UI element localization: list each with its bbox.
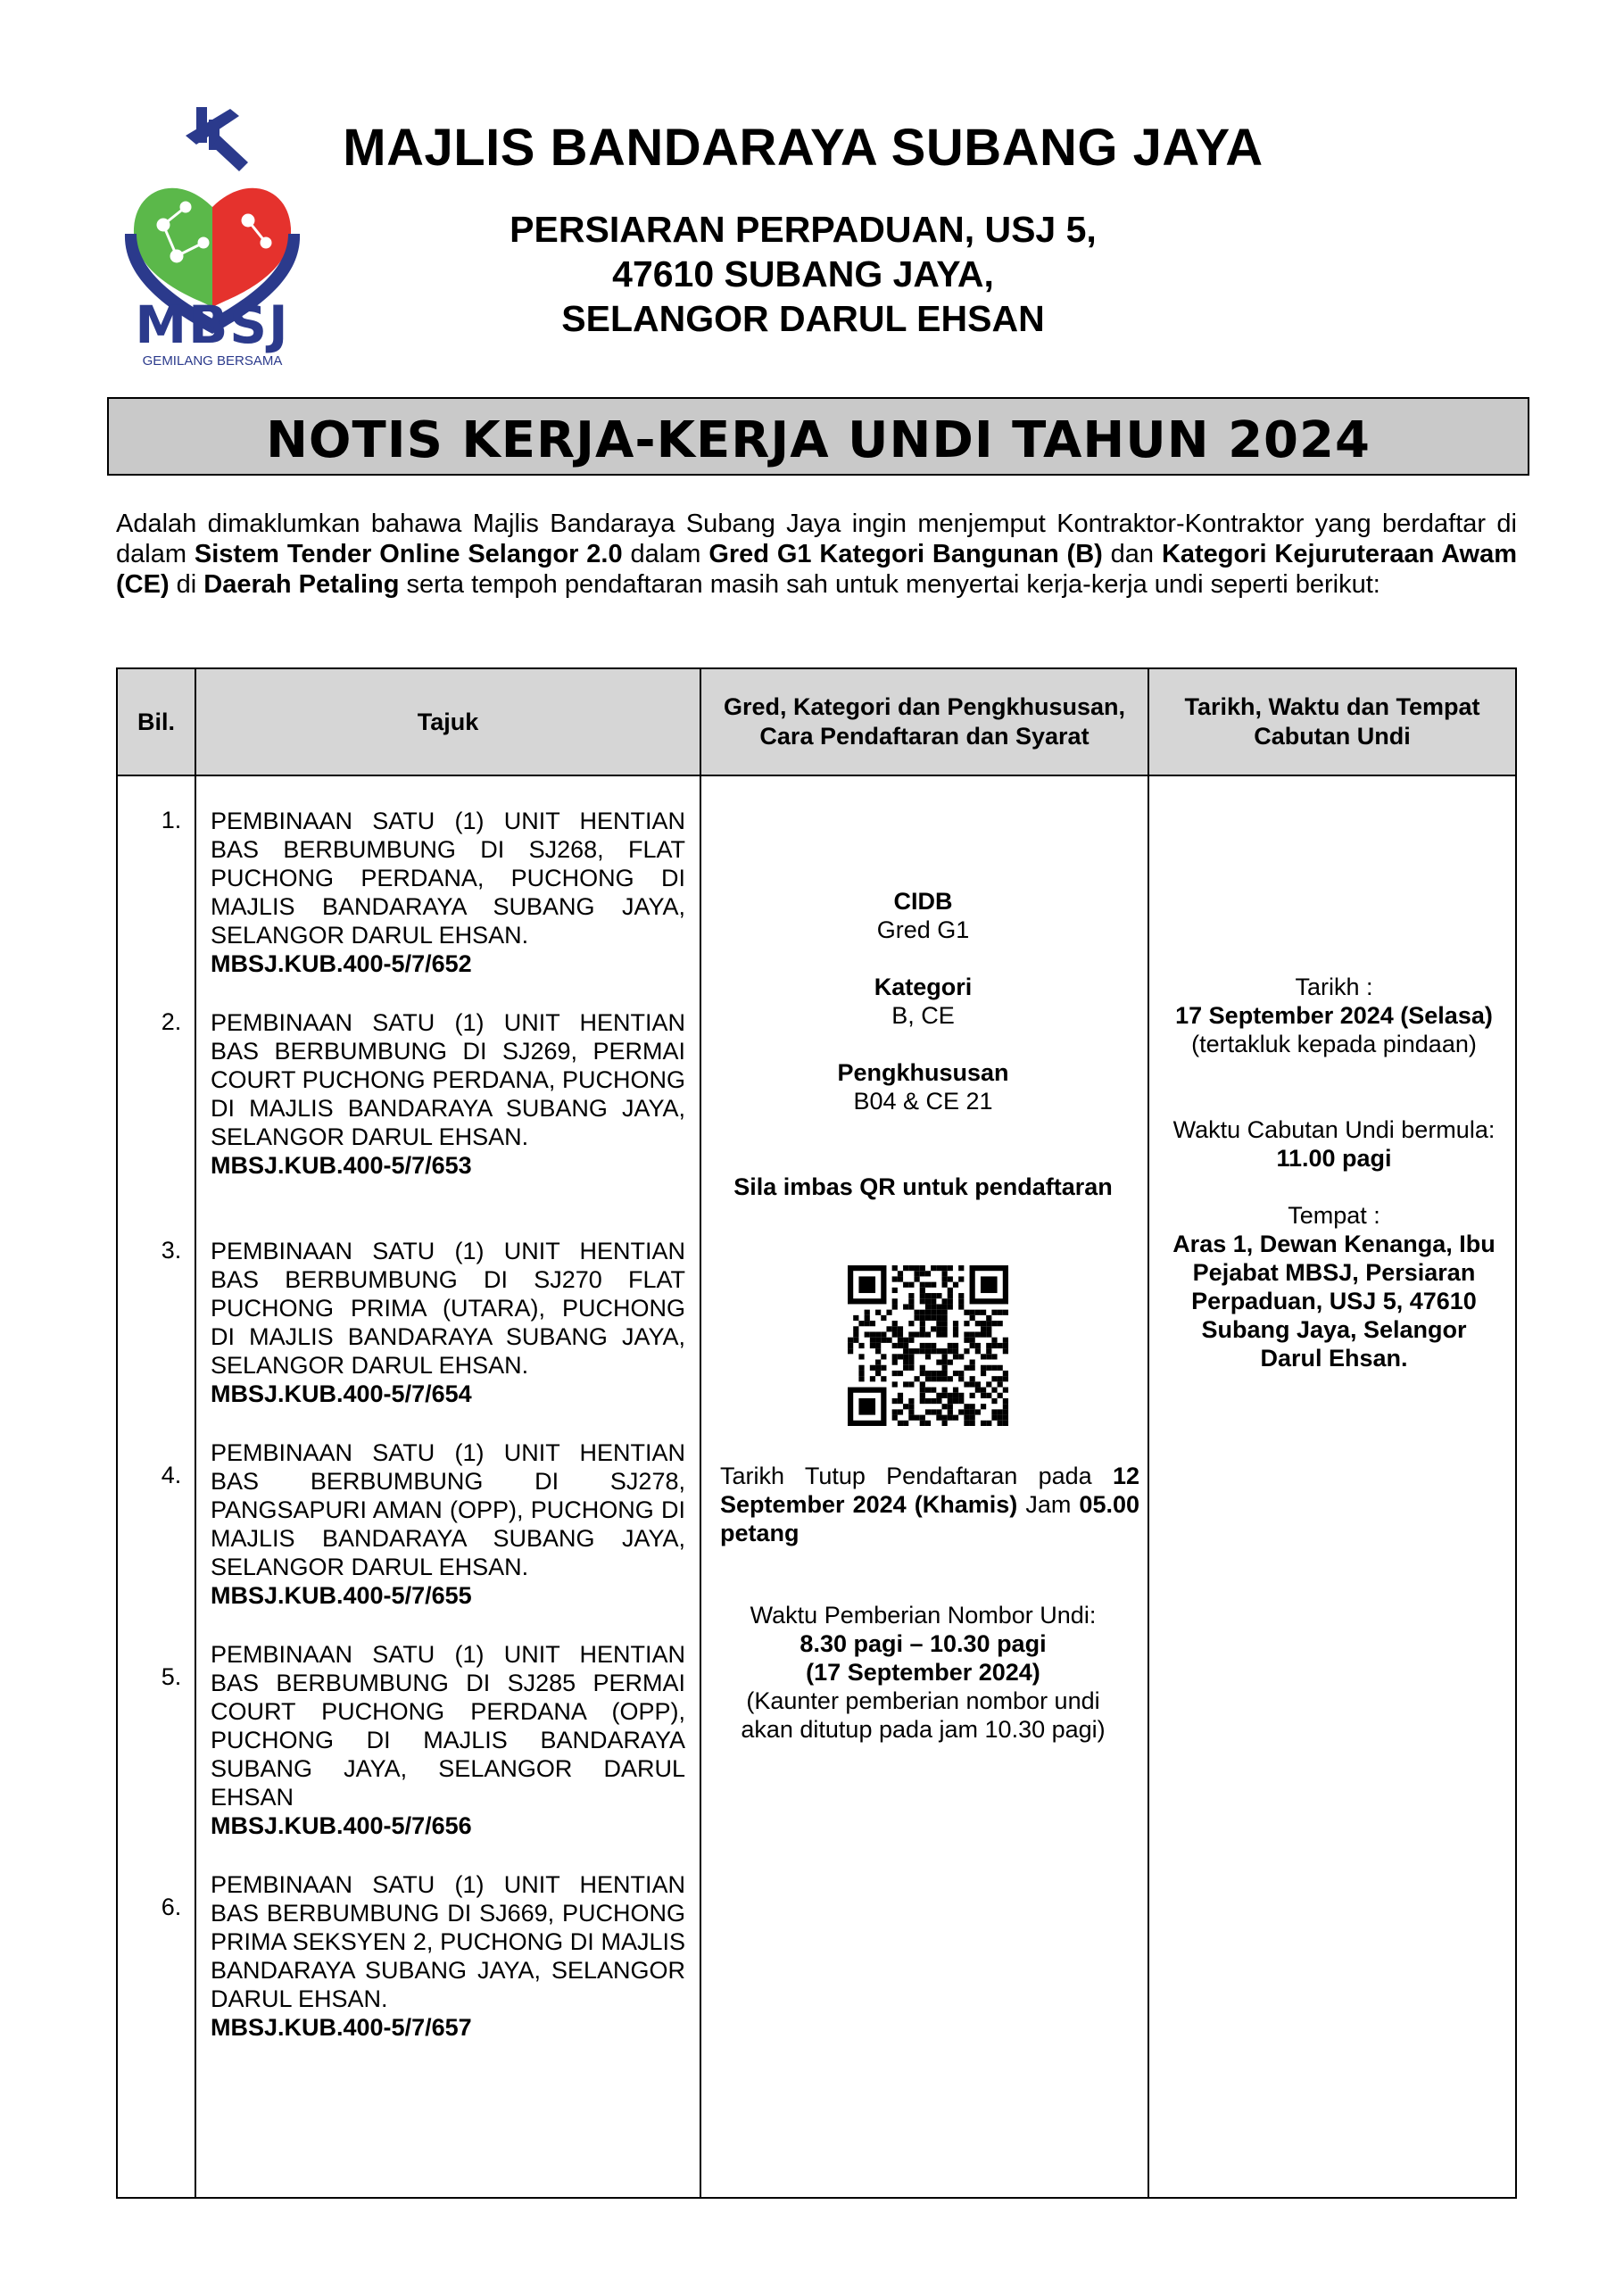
qr-code-icon (848, 1265, 1008, 1426)
item-reference: MBSJ.KUB.400-5/7/653 (211, 1152, 472, 1179)
column-divider (1148, 669, 1149, 2197)
item-number: 2. (161, 1008, 182, 1035)
column-divider (195, 669, 196, 2197)
number-issuance-note: (Kaunter pemberian nombor undi akan ditutup pada jam 10.30 pagi) (741, 1687, 1106, 1743)
intro-text: di (169, 570, 204, 599)
registration-qr-code[interactable] (848, 1265, 1008, 1426)
intro-text: Adalah dimaklumkan bahawa Majlis Bandaraya Subang Jaya ingin menjemput Kontraktor-Kontraktor yang berdaftar di dalam (116, 510, 1517, 568)
logo-tagline: GEMILANG BERSAMA (142, 353, 283, 369)
deadline-text: Tarikh Tutup Pendaftaran pada (720, 1463, 1113, 1489)
header-gred-line: Gred, Kategori dan Pengkhususan, (723, 693, 1126, 720)
header-tarikh (1149, 669, 1515, 775)
header-tarikh-line: Tarikh, Waktu dan Tempat (1184, 693, 1480, 720)
item-title-text: PEMBINAAN SATU (1) UNIT HENTIAN BAS BERBUMBUNG DI SJ285 PERMAI COURT PUCHONG PERDANA (OPP), PUCHONG DI MAJLIS BANDARAYA SUBANG JAYA, SELANGOR DARUL EHSAN (211, 1641, 685, 1811)
draw-time-label: Waktu Cabutan Undi bermula: (1172, 1116, 1496, 1143)
notice-title: NOTIS KERJA-KERJA UNDI TAHUN 2024 (266, 411, 1371, 469)
address-line-2: 47610 SUBANG JAYA, (612, 253, 994, 294)
intro-text: dalam (622, 540, 709, 568)
number-issuance-date: (17 September 2024) (806, 1659, 1040, 1686)
item-title (211, 807, 685, 978)
draw-venue-value: Aras 1, Dewan Kenanga, Ibu Pejabat MBSJ, Persiaran Perpaduan, USJ 5, 47610 Subang Jaya, Selangor Darul Ehsan. (1172, 1231, 1496, 1372)
item-title (211, 1640, 685, 1840)
number-issuance-label: Waktu Pemberian Nombor Undi: (750, 1602, 1097, 1629)
item-title-text: PEMBINAAN SATU (1) UNIT HENTIAN BAS BERBUMBUNG DI SJ278, PANGSAPURI AMAN (OPP), PUCHONG DI MAJLIS BANDARAYA SUBANG JAYA, SELANGOR DARUL EHSAN. (211, 1439, 685, 1580)
intro-paragraph (116, 509, 1517, 600)
deadline-time: 05.00 petang (720, 1491, 1139, 1546)
cidb-label: CIDB (893, 888, 953, 915)
item-title-text: PEMBINAAN SATU (1) UNIT HENTIAN BAS BERBUMBUNG DI SJ269, PERMAI COURT PUCHONG PERDANA, PUCHONG DI MAJLIS BANDARAYA SUBANG JAYA, SELANGOR DARUL EHSAN. (211, 1009, 685, 1150)
draw-date-note: (tertakluk kepada pindaan) (1191, 1031, 1477, 1057)
item-number: 1. (161, 807, 182, 833)
item-title (211, 1237, 685, 1408)
item-reference: MBSJ.KUB.400-5/7/652 (211, 950, 472, 977)
intro-system-name: Sistem Tender Online Selangor 2.0 (194, 540, 623, 568)
deadline-text: Jam (1017, 1491, 1080, 1518)
header-gred-line: Cara Pendaftaran dan Syarat (759, 723, 1090, 750)
draw-venue-label: Tempat : (1288, 1202, 1380, 1229)
address-line-1: PERSIARAN PERPADUAN, USJ 5, (510, 209, 1097, 250)
qr-instruction: Sila imbas QR untuk pendaftaran (733, 1173, 1113, 1200)
item-number: 3. (161, 1237, 182, 1264)
item-reference: MBSJ.KUB.400-5/7/654 (211, 1380, 472, 1407)
item-number: 5. (161, 1663, 182, 1690)
cidb-value: Gred G1 (876, 916, 970, 943)
number-issuance-time: 8.30 pagi – 10.30 pagi (800, 1630, 1047, 1657)
draw-date-label: Tarikh : (1295, 974, 1373, 1000)
item-title (211, 1870, 685, 2042)
logo-wordmark: MBSJ (135, 294, 290, 355)
item-title-text: PEMBINAAN SATU (1) UNIT HENTIAN BAS BERBUMBUNG DI SJ669, PUCHONG PRIMA SEKSYEN 2, PUCHONG DI MAJLIS BANDARAYA SUBANG JAYA, SELANGOR DARUL EHSAN. (211, 1871, 685, 2012)
item-reference: MBSJ.KUB.400-5/7/655 (211, 1582, 472, 1609)
item-title-text: PEMBINAAN SATU (1) UNIT HENTIAN BAS BERBUMBUNG DI SJ268, FLAT PUCHONG PERDANA, PUCHONG DI MAJLIS BANDARAYA SUBANG JAYA, SELANGOR DARUL EHSAN. (211, 808, 685, 949)
intro-grade: Gred G1 Kategori Bangunan (B) (708, 540, 1103, 568)
pengkhususan-label: Pengkhususan (837, 1059, 1009, 1086)
registration-deadline (720, 1462, 1139, 1547)
header-tajuk: Tajuk (417, 708, 479, 735)
intro-text: dan (1102, 540, 1162, 568)
header-gred (701, 669, 1148, 775)
intro-category: Kategori Kejuruteraan Awam (CE) (116, 540, 1517, 599)
item-title (211, 1008, 685, 1180)
address-line-3: SELANGOR DARUL EHSAN (561, 298, 1045, 339)
item-number: 4. (161, 1462, 182, 1488)
item-reference: MBSJ.KUB.400-5/7/656 (211, 1812, 472, 1839)
item-reference: MBSJ.KUB.400-5/7/657 (211, 2014, 472, 2041)
notice-title-bar (107, 397, 1529, 476)
works-table (116, 667, 1517, 2199)
kategori-label: Kategori (874, 974, 973, 1000)
intro-district: Daerah Petaling (203, 570, 400, 599)
column-divider (700, 669, 701, 2197)
item-number: 6. (161, 1894, 182, 1920)
kategori-value: B, CE (891, 1002, 955, 1029)
intro-text: serta tempoh pendaftaran masih sah untuk menyertai kerja-kerja undi seperti berikut: (399, 570, 1380, 599)
draw-time-value: 11.00 pagi (1276, 1145, 1392, 1172)
header-bil: Bil. (137, 708, 175, 735)
item-title (211, 1438, 685, 1610)
organization-name: MAJLIS BANDARAYA SUBANG JAYA (343, 119, 1264, 177)
header-tarikh-line: Cabutan Undi (1254, 723, 1411, 750)
deadline-date: 12 September 2024 (Khamis) (720, 1463, 1139, 1518)
draw-date-value: 17 September 2024 (Selasa) (1175, 1002, 1493, 1029)
pengkhususan-value: B04 & CE 21 (853, 1088, 993, 1115)
item-title-text: PEMBINAAN SATU (1) UNIT HENTIAN BAS BERBUMBUNG DI SJ270 FLAT PUCHONG PRIMA (UTARA), PUCHONG DI MAJLIS BANDARAYA SUBANG JAYA, SELANGOR DARUL EHSAN. (211, 1238, 685, 1379)
